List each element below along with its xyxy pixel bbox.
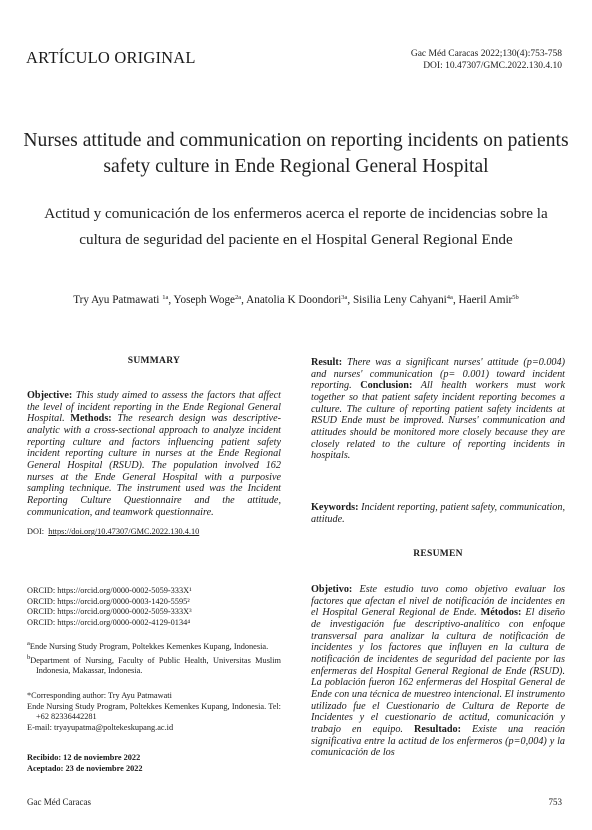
doi-link[interactable]: https://doi.org/10.47307/GMC.2022.130.4.10 bbox=[48, 527, 200, 536]
article-doi: DOI: 10.47307/GMC.2022.130.4.10 bbox=[423, 61, 562, 71]
author-list bbox=[14, 294, 578, 306]
section-label: ARTÍCULO ORIGINAL bbox=[26, 48, 196, 67]
affiliation-item: $^b$Department of Nursing, Faculty of Public Health, Universitas Muslim Indonesia, Makassar, Indonesia. bbox=[27, 653, 281, 675]
affiliations bbox=[27, 639, 281, 677]
resumen-body: Objetivo: Este estudio tuvo como objetivo evaluar los factores que afectan el nivel de notificación de incidentes en el Hospital General Regional de Ende. Métodos: El diseño de investigación fue descriptivo-analítico con enfoque transversal para analizar la cultura de notificación de incidentes y los factores que influyen en la cultura de notificación de incidentes de seguridad del paciente por las enfermeras del Hospital General Regional de Ende (RSUD). La población fueron 162 enfermeras del Hospital General de Ende con una técnica de muestreo intencional. El instrumento utilizado fue el Cuestionario de Cultura de Reporte de Incidentes y el cuestionario de actitud, comunicación y trabajo en equipo. Resultado: Existe una reación significativa entre la actitud de los enfermeros (p=0,004) y la comunicación de los bbox=[311, 584, 566, 759]
summary-methods: The research design was descriptive-analytic with a cross-sectional approach to analyze incident reporting culture and factors influencing patient safety incident reporting culture in nurses at the Ende Regional General Hospital (RSUD). The population involved 162 nurses at the Ende General Hospital with a purposive sampling technique. The instrument used was the Incident Reporting Culture Questionnaire and the attitude, communication, and teamwork questionnaire. bbox=[27, 413, 281, 518]
author: Haeril Amir$^{5b}$ bbox=[458, 294, 519, 306]
dates bbox=[27, 753, 281, 774]
accepted-date: Aceptado: 23 de noviembre 2022 bbox=[27, 763, 143, 773]
page-number: 753 bbox=[548, 797, 562, 807]
title-english: Nurses attitude and communication on reporting incidents on patients safety culture in Ende Regional General Hospital bbox=[23, 130, 569, 177]
summary-body-part2: Result: There was a significant nurses' attitude (p=0.004) and nurses' communication (p= 0.001) toward incident reporting. Conclusion: All health workers must work together so that patient safety incident reporting becomes a culture. The culture of reporting patient safety incidents at RSUD Ende must be improved. Nurses' communication and attitudes should be monitored more closely because they are closely related to the culture of reporting incidents in hospitals. bbox=[311, 357, 566, 462]
corresponding-author: *Corresponding author: Try Ayu Patmawati bbox=[27, 691, 172, 700]
summary-heading: SUMMARY bbox=[127, 356, 181, 366]
orcid-line: ORCID: https://orcid.org/0000-0002-5059-333X³ bbox=[27, 607, 192, 616]
author: Anatolia K Doondori$^{3a}$, bbox=[246, 294, 353, 306]
author: Yoseph Woge$^{2a}$, bbox=[173, 294, 247, 306]
received-date: Recibido: 12 de noviembre 2022 bbox=[27, 753, 141, 762]
footer-journal: Gac Méd Caracas bbox=[27, 797, 91, 807]
corresponding-email: E-mail: tryayupatma@poltekeskupang.ac.id bbox=[27, 722, 174, 732]
orcid-line: ORCID: https://orcid.org/0000-0002-4129-0134⁴ bbox=[27, 617, 191, 627]
author: Try Ayu Patmawati $^{1a}$, bbox=[73, 294, 174, 306]
doi-link-line: DOI: https://doi.org/10.47307/GMC.2022.130.4.10 bbox=[27, 527, 200, 536]
journal-citation: Gac Méd Caracas 2022;130(4):753-758 bbox=[410, 49, 562, 59]
title-spanish: Actitud y comunicación de los enfermeros acerca el reporte de incidencias sobre la cultura de seguridad del paciente en el Hospital General Regional Ende bbox=[44, 205, 548, 248]
correspondence bbox=[27, 691, 281, 733]
corresponding-address: Ende Nursing Study Program, Poltekkes Kemenkes Kupang, Indonesia. Tel: +62 82336442281 bbox=[27, 701, 281, 721]
resumen-heading: RESUMEN bbox=[413, 549, 463, 559]
citation-block bbox=[411, 48, 562, 72]
orcid-line: ORCID: https://orcid.org/0000-0002-5059-333X¹ bbox=[27, 586, 192, 595]
affiliation-item: $^a$Ende Nursing Study Program, Poltekkes Kemenkes Kupang, Indonesia. bbox=[27, 640, 269, 651]
summary-body-part1: Objective: This study aimed to assess the factors that affect the level of incident reporting in the Ende Regional General Hospital. Methods: The research design was descriptive-analytic with a cross-sectional approach to analyze incident reporting culture and factors influencing patient safety incident reporting culture in nurses at the Ende Regional General Hospital (RSUD). The population involved 162 nurses at the Ende General Hospital with a purposive sampling technique. The instrument used was the Incident Reporting Culture Questionnaire and the attitude, communication, and teamwork questionnaire. bbox=[27, 390, 282, 518]
orcid-line: ORCID: https://orcid.org/0000-0003-1420-5595² bbox=[27, 596, 190, 606]
orcid-list bbox=[27, 586, 281, 628]
keywords: Keywords: Incident reporting, patient safety, communication, attitude. bbox=[311, 502, 566, 525]
author: Sisilia Leny Cahyani$^{4a}$, bbox=[352, 294, 459, 306]
